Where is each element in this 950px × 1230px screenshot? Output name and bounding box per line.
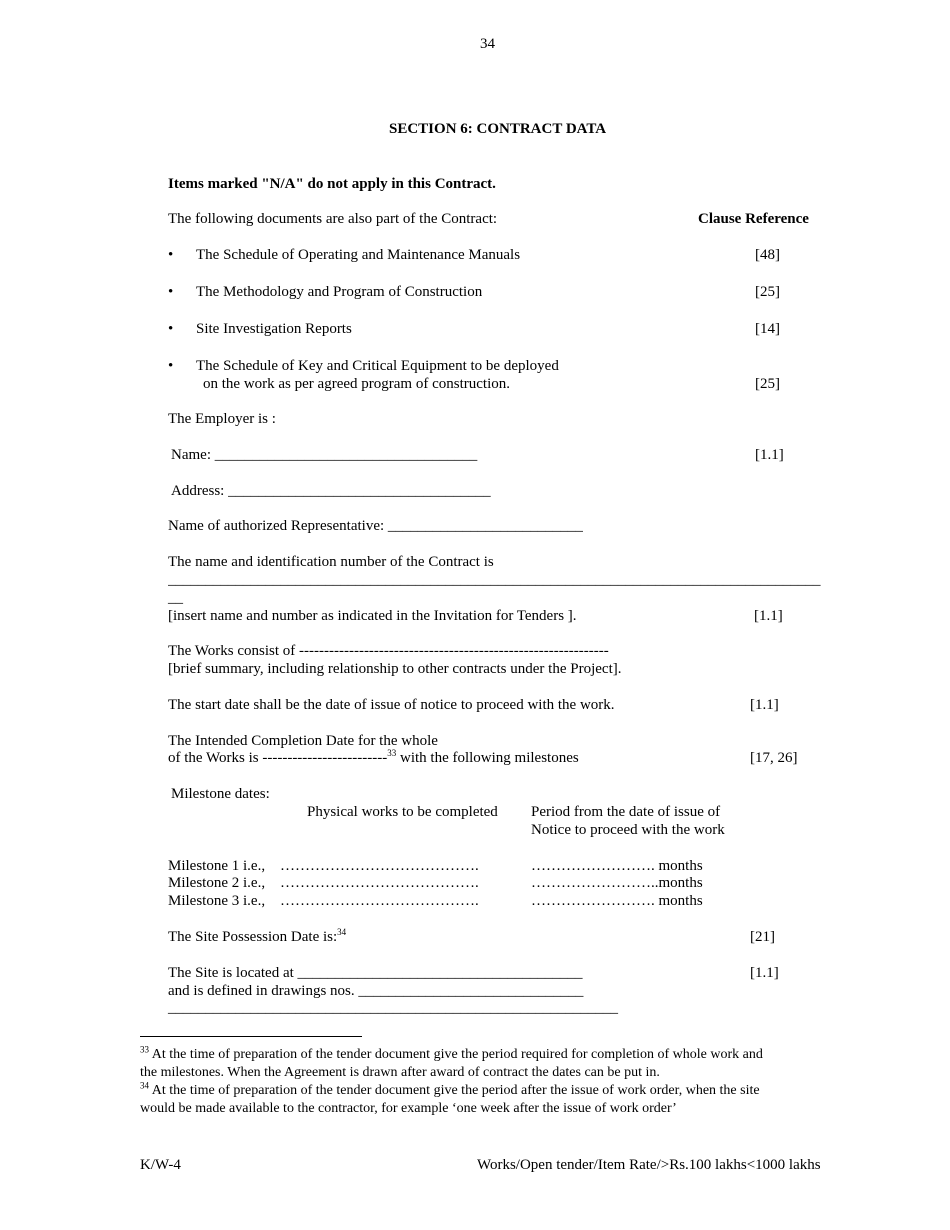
- bullet-icon: •: [168, 284, 174, 300]
- milestone-label: Milestone 1 i.e.,: [168, 858, 266, 874]
- footnote-ref-34: 34: [337, 927, 347, 937]
- footnote-text: At the time of preparation of the tender document give the period after the issue of work order, when the site: [149, 1083, 760, 1098]
- bullet-icon: •: [168, 321, 174, 337]
- bullet-item-text: The Schedule of Operating and Maintenance Manuals: [196, 247, 521, 263]
- milestone-period: ……………………..months: [531, 875, 703, 891]
- bullet-icon: •: [168, 247, 174, 263]
- milestone-works-dots: ………………………………….: [280, 875, 479, 891]
- footnote-34: [140, 1082, 760, 1100]
- contract-name-line: _______________________________________________________________________________________: [168, 572, 821, 588]
- site-drawings-line: ____________________________________________________________: [168, 1000, 618, 1016]
- site-drawings-field: and is defined in drawings nos. ______________________________: [168, 983, 584, 999]
- footer-left: K/W-4: [140, 1157, 181, 1173]
- bullet-item-text-continued: on the work as per agreed program of construction.: [203, 376, 510, 392]
- completion-text-b: with the following milestones: [396, 750, 579, 766]
- milestone-col-period-2: Notice to proceed with the work: [531, 822, 725, 838]
- completion-line-2: [168, 749, 579, 767]
- employer-label: The Employer is :: [168, 411, 276, 427]
- footnote-33: [140, 1046, 763, 1064]
- footnote-text: At the time of preparation of the tender document give the period required for completion of whole work and: [149, 1047, 763, 1062]
- footnote-33-continued: the milestones. When the Agreement is drawn after award of contract the dates can be put in.: [140, 1065, 660, 1080]
- milestone-label: Milestone 3 i.e.,: [168, 893, 266, 909]
- footnote-ref-33: 33: [387, 748, 397, 758]
- bullet-item-text: The Methodology and Program of Construction: [196, 284, 483, 300]
- employer-address-field: Address: ___________________________________: [171, 483, 491, 499]
- site-possession-ref: [21]: [750, 929, 775, 945]
- completion-text-a: of the Works is -------------------------: [168, 750, 388, 766]
- milestone-label: Milestone 2 i.e.,: [168, 875, 266, 891]
- contract-name-intro: The name and identification number of the Contract is: [168, 554, 494, 570]
- employer-name-ref: [1.1]: [755, 447, 784, 463]
- page-number: 34: [480, 36, 495, 52]
- bullet-item-ref: [14]: [755, 321, 780, 337]
- milestone-period: ……………………. months: [531, 893, 703, 909]
- milestone-dates-label: Milestone dates:: [171, 786, 270, 802]
- contract-insert-note: [insert name and number as indicated in the Invitation for Tenders ].: [168, 608, 577, 624]
- site-possession-text: The Site Possession Date is:: [168, 929, 338, 945]
- footnote-number: 34: [140, 1080, 149, 1091]
- bullet-item-ref: [25]: [755, 376, 780, 392]
- completion-line-1: The Intended Completion Date for the whole: [168, 733, 438, 749]
- milestone-works-dots: ………………………………….: [280, 893, 479, 909]
- employer-name-field: Name: ___________________________________: [171, 447, 478, 463]
- footer-right: Works/Open tender/Item Rate/>Rs.100 lakhs<1000 lakhs: [477, 1157, 821, 1173]
- works-consist: The Works consist of --------------------------------------------------------------: [168, 643, 609, 659]
- completion-ref: [17, 26]: [750, 750, 798, 766]
- bullet-icon: •: [168, 358, 174, 374]
- footnote-number: 33: [140, 1044, 149, 1055]
- bullet-item-ref: [25]: [755, 284, 780, 300]
- site-location-field: The Site is located at ______________________________________: [168, 965, 583, 981]
- footnote-34-continued: would be made available to the contractor, for example ‘one week after the issue of work order’: [140, 1101, 677, 1116]
- bullet-item-ref: [48]: [755, 247, 780, 263]
- milestone-period: ……………………. months: [531, 858, 703, 874]
- contract-name-line-wrap: __: [168, 590, 183, 606]
- milestone-works-dots: ………………………………….: [280, 858, 479, 874]
- milestone-col-period-1: Period from the date of issue of: [531, 804, 721, 820]
- site-location-ref: [1.1]: [750, 965, 779, 981]
- start-date-ref: [1.1]: [750, 697, 779, 713]
- authorized-representative-field: Name of authorized Representative: __________________________: [168, 518, 583, 534]
- start-date: The start date shall be the date of issue of notice to proceed with the work.: [168, 697, 615, 713]
- footnote-separator: [140, 1036, 362, 1037]
- na-note: Items marked "N/A" do not apply in this Contract.: [168, 176, 496, 192]
- bullet-item-text: Site Investigation Reports: [196, 321, 352, 337]
- works-summary: [brief summary, including relationship to other contracts under the Project].: [168, 661, 622, 677]
- milestone-col-physical-works: Physical works to be completed: [307, 804, 498, 820]
- contract-insert-ref: [1.1]: [754, 608, 783, 624]
- clause-reference-header: Clause Reference: [698, 211, 809, 227]
- bullet-item-text: The Schedule of Key and Critical Equipment to be deployed: [196, 358, 559, 374]
- site-possession: [168, 928, 346, 946]
- section-title: SECTION 6: CONTRACT DATA: [389, 121, 607, 137]
- docs-intro: The following documents are also part of the Contract:: [168, 211, 498, 227]
